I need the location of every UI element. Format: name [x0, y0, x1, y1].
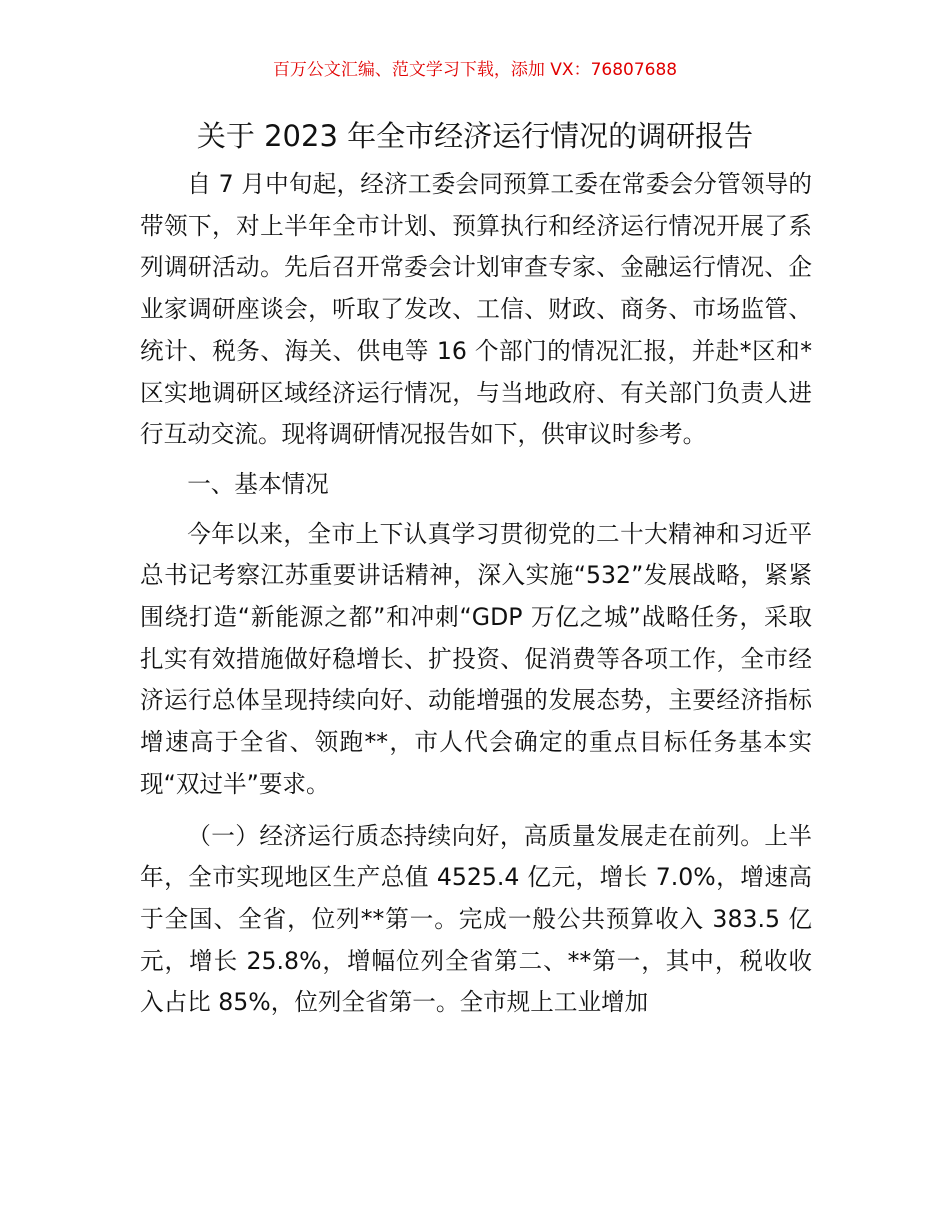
- paragraph-intro: 自 7 月中旬起，经济工委会同预算工委在常委会分管领导的带领下，对上半年全市计划、预算执行和经济运行情况开展了系列调研活动。先后召开常委会计划审查专家、金融运行情况、企业家调研座谈会，听取了发改、工信、财政、商务、市场监管、统计、税务、海关、供电等 16 个部门的情况汇报，并赴*区和*区实地调研区域经济运行情况，与当地政府、有关部门负责人进行互动交流。现将调研情况报告如下，供审议时参考。: [140, 170, 812, 449]
- paragraph-subsection-1: （一）经济运行质态持续向好，高质量发展走在前列。上半年，全市实现地区生产总值 4525.4 亿元，增长 7.0%，增速高于全国、全省，位列**第一。完成一般公共预算收入 383.5 亿元，增长 25.8%，增幅位列全省第二、**第一，其中，税收收入占比 85%，位列全省第一。全市规上工业增加: [140, 821, 812, 1017]
- paragraph-overview: 今年以来，全市上下认真学习贯彻党的二十大精神和习近平总书记考察江苏重要讲话精神，深入实施“532”发展战略，紧紧围绕打造“新能源之都”和冲刺“GDP 万亿之城”战略任务，采取扎实有效措施做好稳增长、扩投资、促消费等各项工作，全市经济运行总体呈现持续向好、动能增强的发展态势，主要经济指标增速高于全省、领跑**，市人代会确定的重点目标任务基本实现“双过半”要求。: [140, 519, 812, 798]
- document-body: [140, 164, 812, 1024]
- page-title: 关于 2023 年全市经济运行情况的调研报告: [196, 119, 754, 153]
- header-banner: 百万公文汇编、范文学习下载，添加 VX：76807688: [272, 60, 678, 80]
- section-heading: 一、基本情况: [187, 469, 329, 498]
